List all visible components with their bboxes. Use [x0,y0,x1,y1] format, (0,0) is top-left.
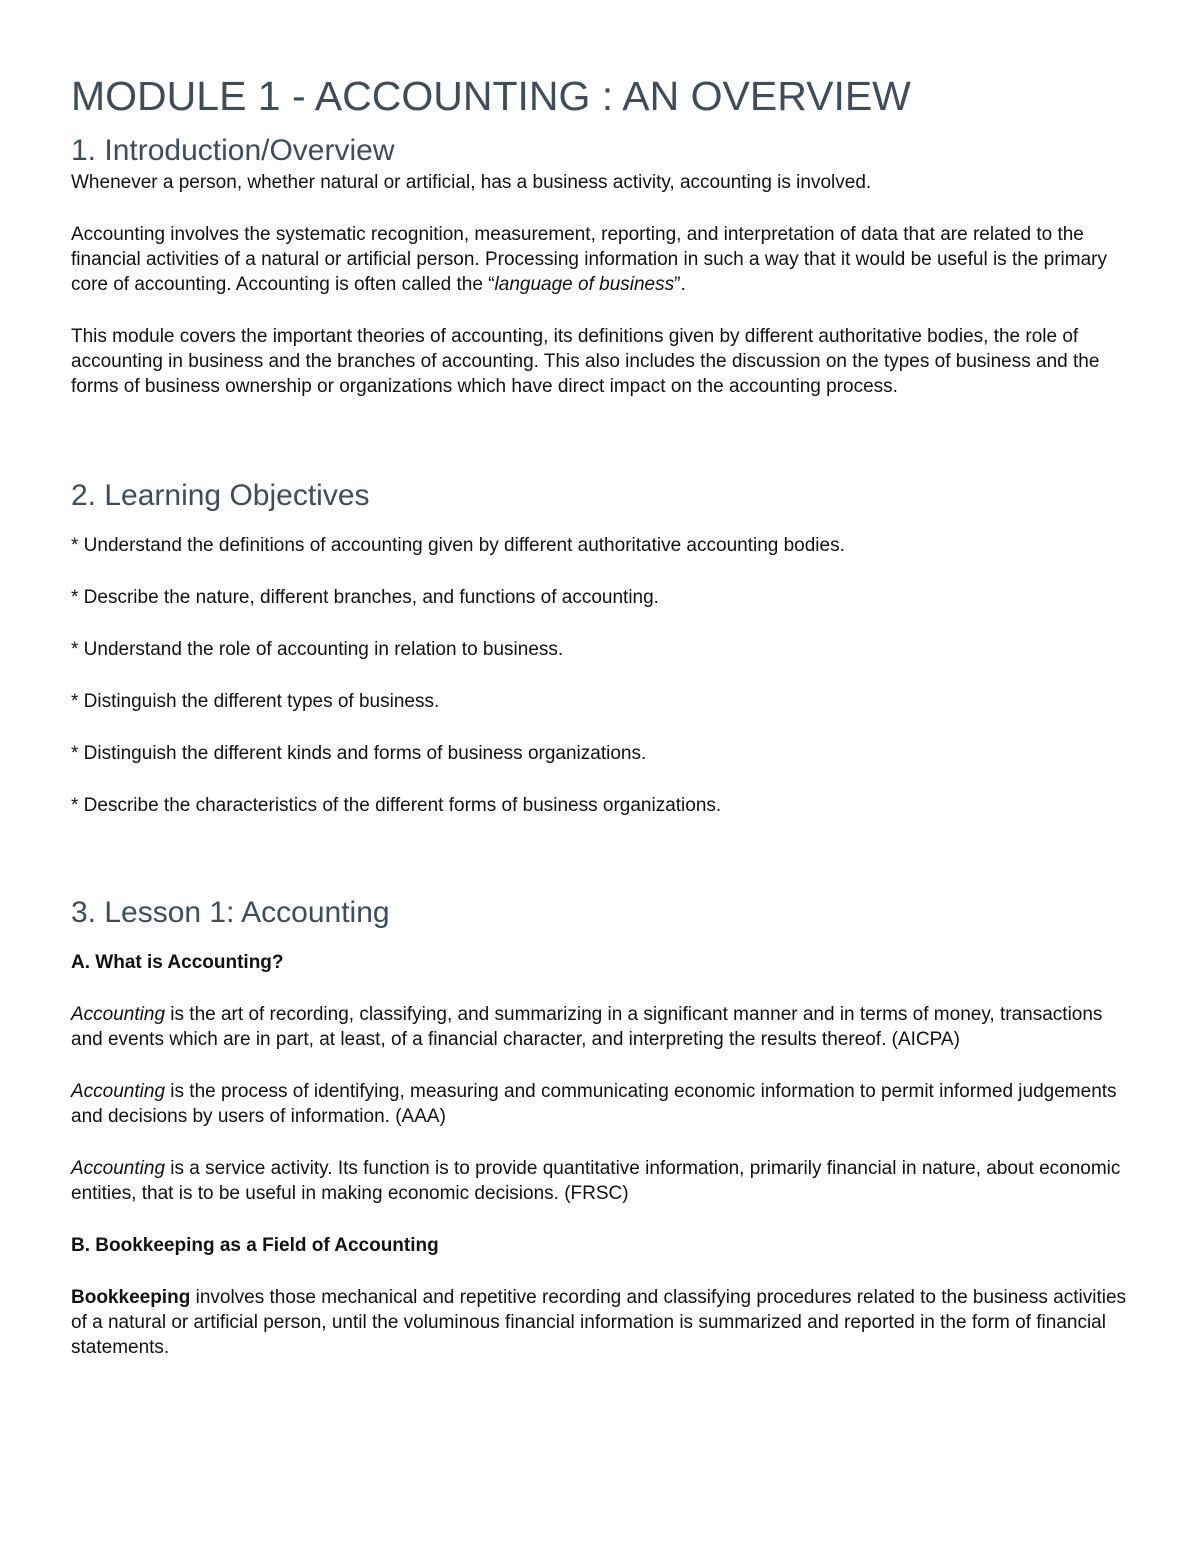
definition-aaa [71,1079,1131,1129]
definition-term: Accounting [71,1004,166,1025]
intro-paragraph-2 [71,222,1131,297]
section-a-heading: A. What is Accounting? [71,952,284,973]
module-title: MODULE 1 - ACCOUNTING : AN OVERVIEW [71,73,911,119]
objective-item: * Understand the role of accounting in relation to business. [71,639,564,660]
definition-term: Accounting [71,1158,166,1179]
intro-p2-text: Accounting involves the systematic recognition, measurement, reporting, and interpretation of data that are related to the financial activities of a natural or artificial person. Processing information in such a way that it would be useful is the primary core of accounting. Accounting is often called the “ [71,224,1107,295]
definition-aicpa [71,1002,1131,1052]
intro-p2-end: ”. [674,274,686,295]
objective-item: * Describe the nature, different branches, and functions of accounting. [71,587,659,608]
intro-paragraph-3: This module covers the important theories of accounting, its definitions given by different authoritative bodies, the role of accounting in business and the branches of accounting. This also includes the discussion on the types of business and the forms of business ownership or organizations which have direct impact on the accounting process. [71,326,1100,397]
definition-term: Accounting [71,1081,166,1102]
objective-item: * Distinguish the different kinds and forms of business organizations. [71,743,647,764]
section-b-heading: B. Bookkeeping as a Field of Accounting [71,1235,439,1256]
objective-item: * Understand the definitions of accounting given by different authoritative accounting bodies. [71,535,845,556]
bookkeeping-text: involves those mechanical and repetitive recording and classifying procedures related to the business activities of a natural or artificial person, until the voluminous financial information is summarized and reported in the form of financial statements. [71,1287,1127,1358]
intro-paragraph-1: Whenever a person, whether natural or artificial, has a business activity, accounting is involved. [71,172,872,193]
definition-frsc [71,1156,1131,1206]
definition-text: is a service activity. Its function is to provide quantitative information, primarily financial in nature, about economic entities, that is to be useful in making economic decisions. (FRSC) [71,1158,1121,1204]
document-page [71,70,1131,1360]
objectives-heading: 2. Learning Objectives [71,479,370,512]
objective-item: * Describe the characteristics of the different forms of business organizations. [71,795,722,816]
lesson1-heading: 3. Lesson 1: Accounting [71,896,390,929]
definition-text: is the art of recording, classifying, and summarizing in a significant manner and in terms of money, transactions and events which are in part, at least, of a financial character, and interpreting the results thereof. (AICPA) [71,1004,1103,1050]
intro-heading: 1. Introduction/Overview [71,134,395,167]
bookkeeping-paragraph [71,1285,1131,1360]
intro-p2-italic: language of business [494,274,675,295]
bookkeeping-term: Bookkeeping [71,1287,191,1308]
definition-text: is the process of identifying, measuring and communicating economic information to permit informed judgements and decisions by users of information. (AAA) [71,1081,1117,1127]
objective-item: * Distinguish the different types of business. [71,691,440,712]
